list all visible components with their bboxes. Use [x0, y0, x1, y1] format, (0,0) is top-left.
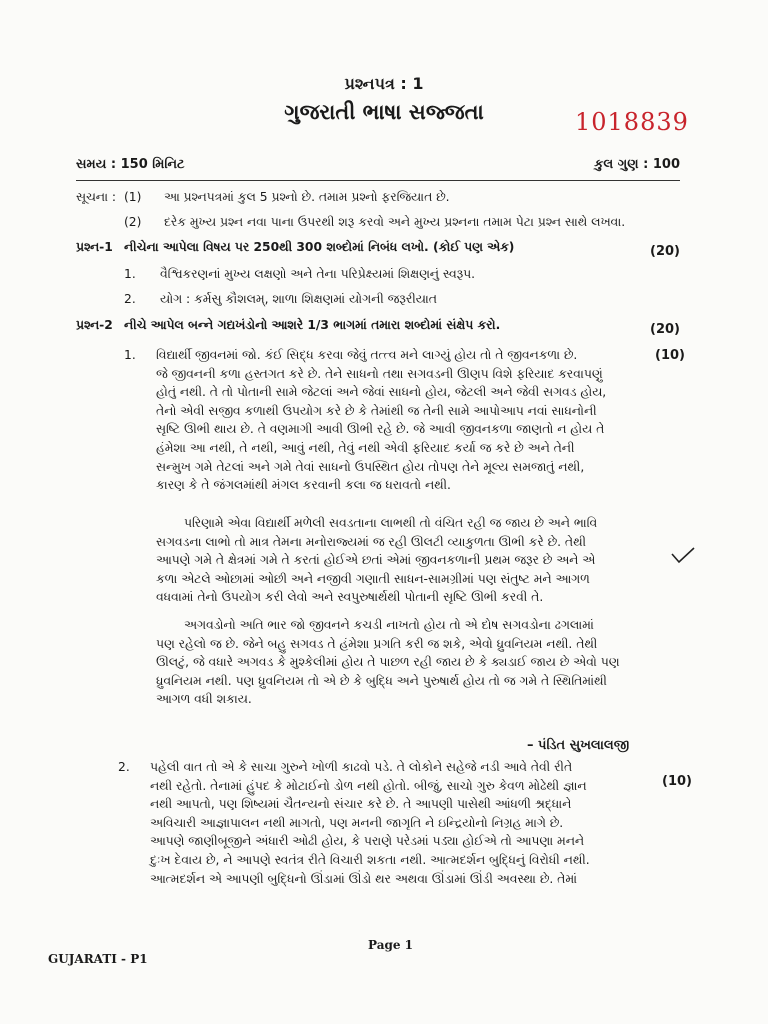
- passage-line: નથી આપતો, પણ શિષ્યમાં ચૈતન્યનો સંચાર કરે છે. તે આપણી પાસેથી આંધળી શ્રદ્ધાને: [150, 797, 572, 812]
- q1-option-text-2: યોગ : કર્મસુ કૌશલમ્, શાળા શિક્ષણમાં યોગની જરૂરીયાત: [160, 292, 437, 306]
- q1-option-num-1: 1.: [124, 267, 136, 281]
- passage-line: નથી રહેતો. તેનામાં હુંપદ કે મોટાઈનો ડોળ નથી હોતો. બીજું, સાચો ગુરુ કેવળ મોઢેથી જ્ઞાન: [150, 778, 587, 793]
- passage1-author: – પંડિત સુખલાલજી: [527, 738, 630, 753]
- instruction-text-2: દરેક મુખ્ય પ્રશ્ન નવા પાના ઉપરથી શરૂ કરવો અને મુખ્ય પ્રશ્નના તમામ પેટા પ્રશ્ન સાથે લખવા.: [164, 215, 626, 229]
- passage-line: આગળ વધી શકાય.: [156, 692, 252, 707]
- q2-label: પ્રશ્ન-2: [76, 318, 113, 332]
- passage-line: વધવામાં તેનો ઉપયોગ કરી લેવો અને સ્વપુરુષાર્થથી પોતાની સૃષ્ટિ ઊભી કરવી તે.: [156, 590, 544, 605]
- passage-line: આત્મદર્શન એ આપણી બુદ્ધિનો ઊંડામાં ઊંડો થર અથવા ઊંડામાં ઊંડી અવસ્થા છે. તેમાં: [150, 871, 578, 886]
- passage-line: પરિણામે એવા વિદ્યાર્થી મળેલી સવડતાના લાભથી તો વંચિત રહી જ જાય છે અને ભાવિ: [184, 516, 598, 530]
- q2-text: નીચે આપેલ બન્ને ગદ્યખંડોનો આશરે 1/3 ભાગમાં તમારા શબ્દોમાં સંક્ષેપ કરો.: [124, 318, 501, 332]
- paper-title: પ્રશ્નપત્ર : 1: [344, 74, 424, 93]
- passage1-paragraph-3: [156, 616, 619, 709]
- footer-paper-code: GUJARATI - P1: [48, 952, 148, 966]
- passage-line: સન્મુખ ગમે તેટલાં અને ગમે તેવાં સાધનો ઉપસ્થિત હોય તોપણ તેને મૂલ્ય સમજાતું નથી,: [156, 459, 585, 474]
- passage-line: કળા એટલે ઓછામાં ઓછી અને નજીવી ગણાતી સાધન-સામગ્રીમાં પણ સંતુષ્ટ મને આગળ: [156, 571, 590, 586]
- passage-line: ધ્રુવનિયમ નથી. પણ ધ્રુવનિયમ તો એ છે કે બુદ્ધિ અને પુરુષાર્થ હોય તો જ ગમે તે સ્થિતિમાંથી: [156, 673, 607, 688]
- passage-line: દુઃખ દેવાય છે, ને આપણે સ્વતંત્ર રીતે વિચારી શકતા નથી. આત્મદર્શન બુદ્ધિનું વિરોધી નથી.: [150, 852, 590, 867]
- paper-serial-number: 1018839: [575, 108, 689, 136]
- instructions-label: સૂચના :: [76, 190, 117, 204]
- passage-line: પહેલી વાત તો એ કે સાચા ગુરુને ખોળી કાઢવો પડે. તે લોકોને સહેજે નડી આવે તેવી રીતે: [150, 760, 573, 774]
- passage-line: તેનો એવી સજીવ કળાથી ઉપયોગ કરે છે કે તેમાંથી જ તેની સામે આપોઆપ નવાં સાધનોની: [156, 403, 597, 418]
- passage1-paragraph-1: [156, 346, 606, 495]
- passage-line: અગવડોનો અતિ ભાર જો જીવનને કચડી નાખતો હોય તો એ દોષ સગવડોના ઢગલામાં: [184, 618, 594, 632]
- passage-line: જે જીવનની કળા હસ્તગત કરે છે. તેને સાધનો તથા સગવડની ઊણપ વિશે ફરિયાદ કરવાપણું: [156, 366, 603, 381]
- instruction-num-1: (1): [124, 190, 142, 204]
- time-allowed: સમય : 150 મિનિટ: [76, 157, 185, 172]
- passage1-num: 1.: [124, 348, 136, 362]
- passage-line: આપણે ગમે તે ક્ષેત્રમાં ગમે તે કરતાં હોઈએ છતાં એમાં જીવનકળાની પ્રથમ જરૂર છે અને એ: [156, 553, 596, 568]
- passage-line: હોતું નથી. તે તો પોતાની સામે જેટલાં અને જેવાં સાધનો હોય, જેટલી અને જેવી સગવડ હોય,: [156, 385, 607, 400]
- passage1-paragraph-2: [156, 514, 597, 607]
- total-marks: કુલ ગુણ : 100: [594, 157, 680, 172]
- passage-line: સગવડના લાભો તો માત્ર તેમના મનોરાજ્યમાં જ રહી ઊલટી વ્યાકુળતા ઊભી કરે છે. તેથી: [156, 534, 587, 549]
- passage-line: સૃષ્ટિ ઊભી થાય છે. તે વણમાગી આવી ઊભી રહે છે. જે આવી જીવનકળા જાણતો ન હોય તે: [156, 422, 605, 437]
- q1-option-text-1: વૈશ્વિકરણનાં મુખ્ય લક્ષણો અને તેના પરિપ્રેક્ષ્યમાં શિક્ષણનું સ્વરૂપ.: [160, 267, 476, 281]
- header-divider: [76, 180, 680, 181]
- q1-label: પ્રશ્ન-1: [76, 240, 113, 254]
- passage-line: ઊલટું, જે વધારે અગવડ કે મુશ્કેલીમાં હોય તે પાછળ રહી જાય છે કે ક્યડાઈ જાય છે એવો પણ: [156, 655, 620, 670]
- q2-marks: (20): [650, 322, 680, 337]
- q1-option-num-2: 2.: [124, 292, 136, 306]
- q1-text: નીચેના આપેલા વિષય પર 250થી 300 શબ્દોમાં નિબંધ લખો. (કોઈ પણ એક): [124, 240, 515, 254]
- passage2-marks: (10): [662, 774, 692, 789]
- passage-line: કારણ કે તે જંગલમાંથી મંગલ કરવાની કલા જ ધરાવતો નથી.: [156, 478, 451, 493]
- footer-page-number: Page 1: [368, 938, 414, 952]
- passage-line: હંમેશા આ નથી, તે નથી, આવું નથી, તેવું નથી એવી ફરિયાદ કર્યા જ કરે છે અને તેની: [156, 440, 575, 455]
- paper-subject: ગુજરાતી ભાષા સજ્જતા: [284, 100, 484, 124]
- passage1-marks: (10): [655, 348, 685, 363]
- passage2-num: 2.: [118, 760, 130, 774]
- passage-line: પણ રહેલો જ છે. જેને બહુ સગવડ તે હંમેશા પ્રગતિ કરી જ શકે, એવો ધ્રુવનિયમ નથી. તેથી: [156, 636, 598, 651]
- instruction-num-2: (2): [124, 215, 142, 229]
- passage2-text: [150, 758, 590, 888]
- check-mark-icon: [670, 546, 696, 566]
- passage-line: અવિચારી આજ્ઞાપાલન નથી માગતો, પણ મનની જાગૃતિ ને ઇન્દ્રિયોનો નિગ્રહ માગે છે.: [150, 815, 564, 830]
- q1-marks: (20): [650, 244, 680, 259]
- passage-line: વિદ્યાર્થી જીવનમાં જો. કંઈ સિદ્ધ કરવા જેવું તત્ત્વ મને લાગ્યું હોય તો તે જીવનકળા છે.: [156, 348, 578, 362]
- instruction-text-1: આ પ્રશ્નપત્રમાં કુલ 5 પ્રશ્નો છે. તમામ પ્રશ્નો ફરજિયાત છે.: [164, 190, 450, 204]
- passage-line: આપણે જાણીબૂજીને અંધારી ઓઢી હોય, કે પરાણે પરેડમાં પડ્યા હોઈએ તો આપણા મનને: [150, 834, 585, 849]
